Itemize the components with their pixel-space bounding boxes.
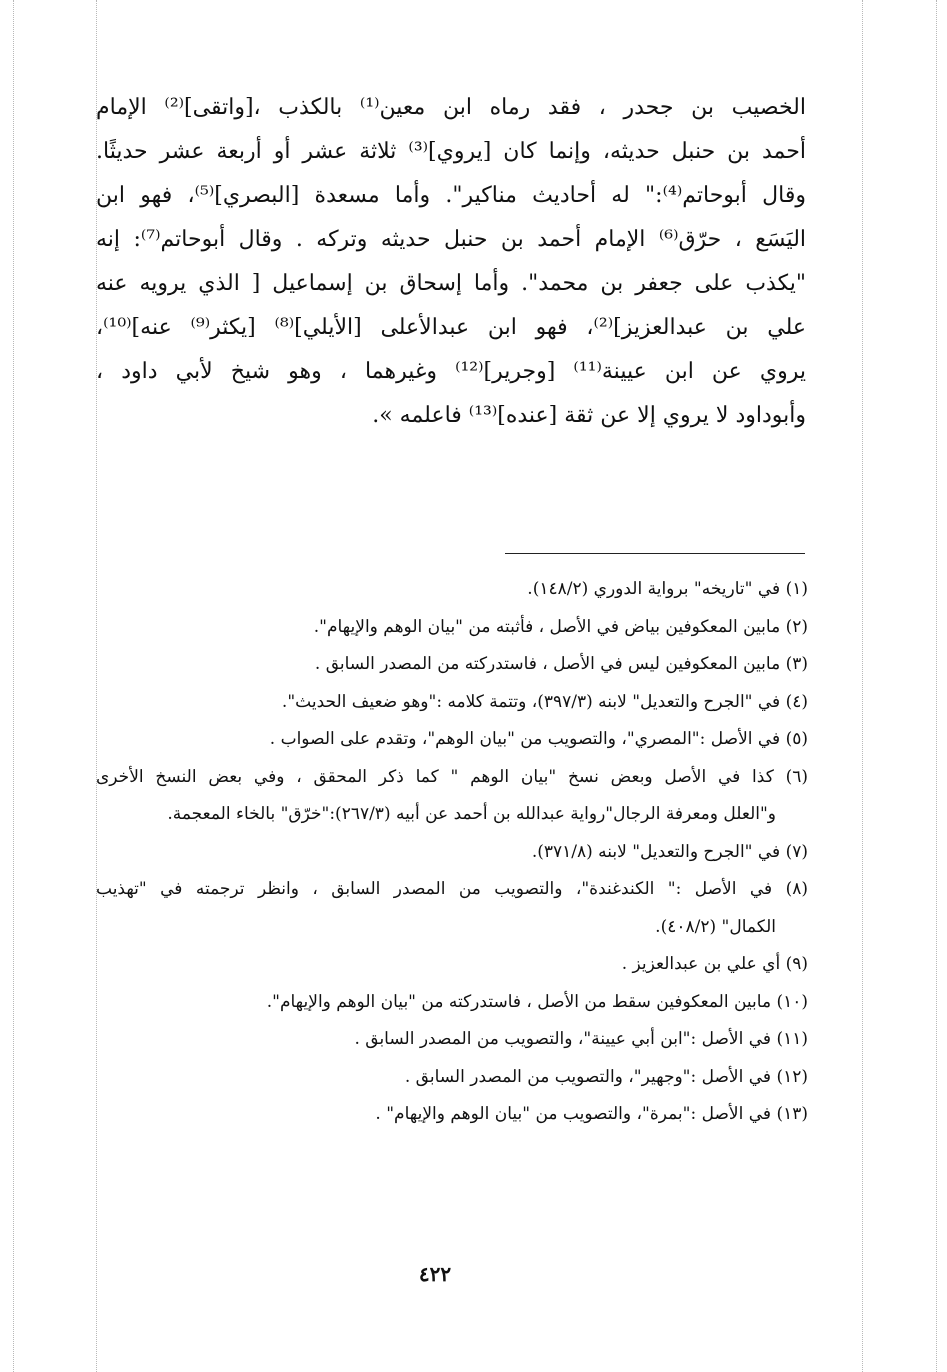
margin-guide bbox=[862, 0, 863, 1372]
footnotes bbox=[96, 571, 808, 1134]
margin-guide bbox=[13, 0, 14, 1372]
footnote-5: (٥) في الأصل :"المصري"، والتصويب من "بيان الوهم"، وتقدم على الصواب . bbox=[269, 729, 808, 749]
text-line: اليَسَع ، حرّق⁽⁶⁾ الإمام أحمد بن حنبل حديثه وتركه . وقال أبوحاتم⁽⁷⁾: إنه bbox=[96, 227, 806, 252]
footnote-13: (١٣) في الأصل :"بمرة"، والتصويب من "بيان الوهم والإيهام" . bbox=[375, 1104, 808, 1124]
footnote-7: (٧) في "الجرح والتعديل" لابنه (٣٧١/٨). bbox=[531, 841, 808, 862]
text-line: "يكذب على جعفر بن محمد". وأما إسحاق بن إسماعيل [ الذي يرويه عنه bbox=[96, 271, 806, 296]
footnote-2: (٢) مابين المعكوفين بياض في الأصل ، فأثبته من "بيان الوهم والإيهام". bbox=[313, 616, 808, 637]
footnote-12: (١٢) في الأصل :"وجهير"، والتصويب من المصدر السابق . bbox=[404, 1066, 808, 1087]
footnote-4: (٤) في "الجرح والتعديل" لابنه (٣٩٧/٣)، وتتمة كلامه :"وهو ضعيف الحديث". bbox=[281, 691, 808, 712]
page-number: ٤٢٢ bbox=[418, 1262, 452, 1286]
text-line: أحمد بن حنبل حديثه، وإنما كان [يروي]⁽³⁾ ثلاثة عشر أو أربعة عشر حديثًا. bbox=[96, 139, 806, 164]
footnote-separator bbox=[505, 553, 805, 554]
footnote-11: (١١) في الأصل :"ابن أبي عيينة"، والتصويب من المصدر السابق . bbox=[354, 1029, 808, 1049]
text-line: علي بن عبدالعزيز]⁽²⁾، فهو ابن عبدالأعلى [الأيلي]⁽⁸⁾ [يكثر⁽⁹⁾ عنه]⁽¹⁰⁾، bbox=[96, 315, 806, 340]
text-line: يروي عن ابن عيينة⁽¹¹⁾ [وجرير]⁽¹²⁾ وغيرهما ، وهو شيخ لأبي داود ، bbox=[96, 359, 806, 384]
footnote-1: (١) في "تاريخه" برواية الدوري (١٤٨/٢). bbox=[527, 579, 808, 599]
text-line: وأبوداود لا يروي إلا عن ثقة [عنده]⁽¹³⁾ فاعلمه ». bbox=[372, 403, 806, 428]
margin-guide bbox=[936, 0, 937, 1372]
footnote-10: (١٠) مابين المعكوفين سقط من الأصل ، فاستدركته من "بيان الوهم والإيهام". bbox=[266, 991, 808, 1012]
text-line: وقال أبوحاتم⁽⁴⁾:" له أحاديث مناكير". وأما مسعدة [البصري]⁽⁵⁾، فهو ابن bbox=[96, 183, 806, 208]
footnote-8: (٨) في الأصل :" الكندغندة"، والتصويب من المصدر السابق ، وانظر ترجمته في "تهذيب bbox=[96, 879, 808, 899]
footnote-9: (٩) أي علي بن عبدالعزيز . bbox=[621, 954, 808, 974]
main-text bbox=[96, 86, 806, 438]
footnote-6-continued: و"العلل ومعرفة الرجال"رواية عبدالله بن أحمد عن أبيه (٢٦٧/٣):"خرّق" بالخاء المعجمة. bbox=[167, 804, 776, 824]
footnote-6: (٦) كذا في الأصل وبعض نسخ "بيان الوهم " كما ذكر المحقق ، وفي بعض النسخ الأخرى bbox=[96, 766, 808, 787]
footnote-3: (٣) مابين المعكوفين ليس في الأصل ، فاستدركته من المصدر السابق . bbox=[314, 654, 808, 674]
text-line: الخصيب بن جحدر ، فقد رماه ابن معين⁽¹⁾ بالكذب ،[واتقى]⁽²⁾ الإمام bbox=[96, 95, 806, 120]
footnote-8-continued: الكمال" (٤٠٨/٢). bbox=[655, 916, 776, 937]
